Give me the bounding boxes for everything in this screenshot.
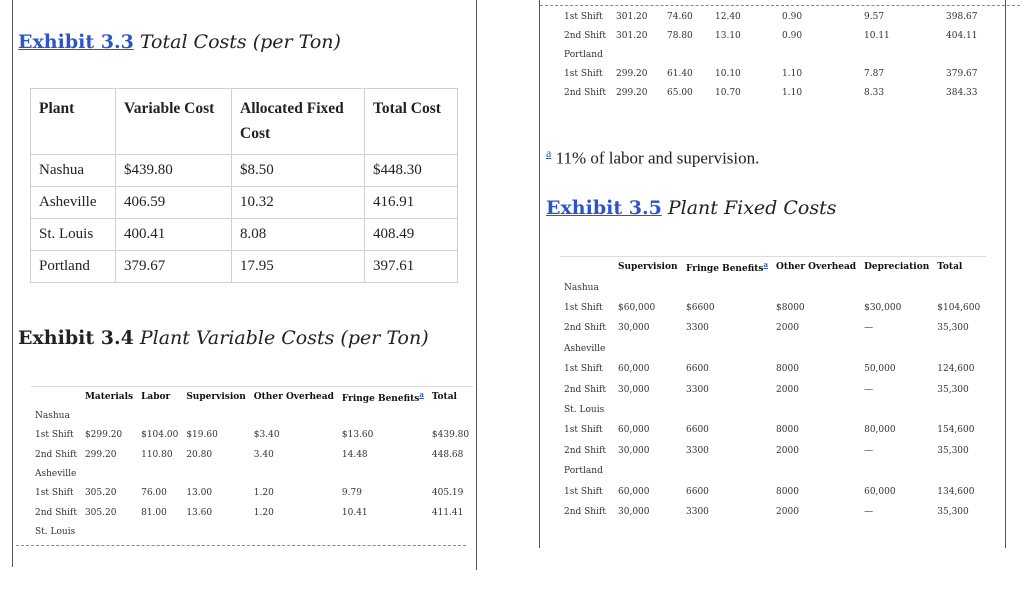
table-cell: 13.10 bbox=[715, 30, 741, 41]
table-row bbox=[560, 441, 986, 461]
table-cell: 411.41 bbox=[431, 507, 464, 518]
table-cell bbox=[338, 522, 428, 541]
table-cell bbox=[860, 400, 933, 420]
table-cell: $6600 bbox=[686, 303, 715, 314]
table-cell bbox=[772, 339, 860, 359]
table-cell: 2nd Shift bbox=[564, 384, 606, 395]
table-cell bbox=[682, 278, 772, 298]
table-cell bbox=[250, 522, 338, 541]
page-break-left bbox=[16, 545, 466, 546]
table-cell bbox=[682, 400, 772, 420]
table-cell: 1.20 bbox=[253, 507, 274, 518]
table-cell: 74.60 bbox=[667, 11, 693, 22]
table-cell: 405.19 bbox=[431, 488, 464, 499]
table-cell: 3300 bbox=[686, 445, 709, 456]
table-cell bbox=[81, 464, 137, 483]
table-cell: 8000 bbox=[776, 364, 799, 375]
column-header: Variable Cost bbox=[116, 89, 232, 155]
table-cell bbox=[772, 400, 860, 420]
table-cell: 299.20 bbox=[84, 449, 117, 460]
group-label-row bbox=[560, 45, 986, 64]
column-header bbox=[560, 257, 614, 278]
table-cell: Nashua bbox=[31, 155, 116, 187]
table-row bbox=[560, 420, 986, 440]
table-row bbox=[31, 187, 458, 219]
table-cell: Nashua bbox=[564, 282, 599, 293]
table-row bbox=[31, 484, 473, 503]
table-cell: 10.41 bbox=[341, 507, 368, 518]
table-cell: 7.87 bbox=[864, 69, 885, 80]
table-cell bbox=[663, 45, 711, 64]
table-cell: 8000 bbox=[776, 486, 799, 497]
table-cell: 35,300 bbox=[937, 323, 969, 334]
table-row bbox=[560, 318, 986, 338]
table-cell: 10.10 bbox=[715, 69, 741, 80]
table-cell: 8.08 bbox=[232, 219, 365, 251]
table-cell: 78.80 bbox=[667, 30, 693, 41]
column-header: Other Overhead bbox=[776, 262, 857, 273]
table-row bbox=[560, 298, 986, 318]
column-header: Plant bbox=[31, 89, 116, 155]
footnote-mark[interactable]: a bbox=[546, 146, 552, 160]
table-cell: 2nd Shift bbox=[35, 449, 77, 460]
table-row bbox=[560, 379, 986, 399]
table-cell: 80,000 bbox=[864, 425, 896, 436]
table-cell bbox=[428, 522, 473, 541]
table-cell: $439.80 bbox=[431, 430, 470, 441]
column-header bbox=[31, 387, 81, 407]
table-cell: 60,000 bbox=[618, 425, 650, 436]
exhibit-3-5-caption: Plant Fixed Costs bbox=[667, 197, 837, 219]
table-cell: 2nd Shift bbox=[564, 30, 606, 41]
table-cell: 1.20 bbox=[253, 488, 274, 499]
table-row bbox=[560, 481, 986, 501]
left-page-border-left bbox=[12, 0, 13, 567]
table-cell: 9.57 bbox=[864, 11, 885, 22]
table-cell bbox=[137, 407, 182, 426]
group-label-row bbox=[31, 522, 473, 541]
table-row bbox=[560, 65, 986, 84]
table-cell: 1.10 bbox=[782, 88, 803, 99]
table-cell: 30,000 bbox=[618, 323, 650, 334]
table-cell: 61.40 bbox=[667, 69, 693, 80]
table-cell: 8000 bbox=[776, 425, 799, 436]
table-row bbox=[31, 445, 473, 464]
table-cell: 3300 bbox=[686, 384, 709, 395]
table-cell: 1st Shift bbox=[564, 11, 603, 22]
table-cell: 6600 bbox=[686, 486, 709, 497]
table-cell bbox=[860, 461, 933, 481]
footnote-text: 11% of labor and supervision. bbox=[555, 148, 760, 168]
table-cell: Nashua bbox=[35, 411, 70, 422]
column-header: Supervision bbox=[618, 262, 678, 273]
table-cell: 301.20 bbox=[616, 30, 648, 41]
table-cell: 76.00 bbox=[141, 488, 167, 499]
table-cell: 408.49 bbox=[365, 219, 458, 251]
table-cell: St. Louis bbox=[564, 405, 605, 416]
table-cell: 13.60 bbox=[186, 507, 213, 518]
table-cell bbox=[772, 461, 860, 481]
column-header bbox=[338, 387, 428, 407]
table-cell: 10.11 bbox=[864, 30, 890, 41]
footnote-link[interactable]: a bbox=[763, 260, 769, 270]
group-label-row bbox=[560, 400, 986, 420]
exhibit-3-3-caption: Total Costs (per Ton) bbox=[139, 31, 341, 53]
table-cell: 2nd Shift bbox=[564, 506, 606, 517]
table-cell: 14.48 bbox=[341, 449, 368, 460]
table-cell: 299.20 bbox=[616, 88, 648, 99]
exhibit-3-4-caption: Plant Variable Costs (per Ton) bbox=[139, 327, 429, 349]
table-cell: 60,000 bbox=[618, 486, 650, 497]
table-cell: 1st Shift bbox=[35, 430, 74, 441]
table-cell: 299.20 bbox=[616, 69, 648, 80]
table-cell bbox=[428, 464, 473, 483]
table-cell: $439.80 bbox=[116, 155, 232, 187]
table-cell: 1st Shift bbox=[564, 425, 603, 436]
table-cell: 30,000 bbox=[618, 506, 650, 517]
table-cell: 404.11 bbox=[946, 30, 978, 41]
table-cell: 3.40 bbox=[253, 449, 274, 460]
table-cell: Asheville bbox=[35, 469, 77, 480]
table-cell: 3300 bbox=[686, 323, 709, 334]
table-cell: Asheville bbox=[31, 187, 116, 219]
table-row bbox=[31, 155, 458, 187]
table-cell bbox=[942, 45, 986, 64]
table-cell: St. Louis bbox=[35, 526, 76, 537]
fringe-benefits-label: Fringe Benefits bbox=[341, 393, 420, 404]
table-cell bbox=[614, 278, 682, 298]
table-cell bbox=[933, 339, 986, 359]
group-label-row bbox=[31, 464, 473, 483]
table-cell bbox=[860, 45, 942, 64]
fringe-benefits-label: Fringe Benefits bbox=[686, 264, 764, 275]
table-cell: 1st Shift bbox=[564, 69, 603, 80]
exhibit-3-5-link[interactable]: Exhibit 3.5 bbox=[546, 197, 662, 219]
table-cell bbox=[614, 400, 682, 420]
footnote-link[interactable]: a bbox=[419, 389, 424, 399]
table-cell: 1st Shift bbox=[564, 303, 603, 314]
exhibit-3-3-heading bbox=[18, 31, 341, 53]
table-cell: 1st Shift bbox=[35, 488, 74, 499]
table-cell: 379.67 bbox=[116, 251, 232, 283]
column-header: Other Overhead bbox=[253, 391, 334, 402]
table-cell: 35,300 bbox=[937, 384, 969, 395]
table-cell bbox=[182, 522, 249, 541]
table-cell: 50,000 bbox=[864, 364, 896, 375]
table-cell bbox=[182, 464, 249, 483]
column-header: Total bbox=[937, 262, 963, 273]
table-cell bbox=[250, 407, 338, 426]
table-cell bbox=[614, 461, 682, 481]
table-cell: 13.00 bbox=[186, 488, 213, 499]
table-cell: 60,000 bbox=[864, 486, 896, 497]
table-cell: 2nd Shift bbox=[564, 445, 606, 456]
table-cell: 35,300 bbox=[937, 445, 969, 456]
table-cell: $8.50 bbox=[232, 155, 365, 187]
table-row bbox=[31, 219, 458, 251]
group-label-row bbox=[560, 278, 986, 298]
table-row bbox=[560, 7, 986, 26]
table-cell: 12.40 bbox=[715, 11, 741, 22]
table-cell: $13.60 bbox=[341, 430, 374, 441]
page-break-right bbox=[540, 5, 1020, 6]
column-header: Total Cost bbox=[365, 89, 458, 155]
table-cell bbox=[778, 45, 860, 64]
group-label-row bbox=[31, 407, 473, 426]
table-cell: 2000 bbox=[776, 445, 799, 456]
table-row bbox=[560, 84, 986, 103]
variable-costs-table bbox=[31, 386, 473, 542]
table-cell bbox=[338, 407, 428, 426]
table-cell: 1st Shift bbox=[564, 486, 603, 497]
table-header-row bbox=[560, 257, 986, 278]
table-cell: 2nd Shift bbox=[564, 88, 606, 99]
table-cell: 134,600 bbox=[937, 486, 975, 497]
table-cell: $30,000 bbox=[864, 303, 902, 314]
table-cell: 2000 bbox=[776, 384, 799, 395]
total-costs-table bbox=[30, 88, 458, 283]
table-cell: $8000 bbox=[776, 303, 805, 314]
table-cell bbox=[250, 464, 338, 483]
column-header: Allocated Fixed Cost bbox=[232, 89, 365, 155]
table-cell: 397.61 bbox=[365, 251, 458, 283]
table-cell bbox=[137, 522, 182, 541]
variable-costs-table-continued bbox=[560, 7, 986, 103]
footnote bbox=[546, 146, 759, 169]
table-cell bbox=[860, 278, 933, 298]
table-cell: 10.70 bbox=[715, 88, 741, 99]
table-cell: 65.00 bbox=[667, 88, 693, 99]
right-page-border-left bbox=[539, 0, 540, 548]
table-cell: 398.67 bbox=[946, 11, 978, 22]
table-cell: St. Louis bbox=[31, 219, 116, 251]
group-label-row bbox=[560, 461, 986, 481]
table-cell bbox=[614, 339, 682, 359]
table-cell bbox=[682, 461, 772, 481]
table-cell: — bbox=[864, 323, 874, 334]
table-cell: 154,600 bbox=[937, 425, 975, 436]
table-cell: $104.00 bbox=[141, 430, 179, 441]
table-cell: 6600 bbox=[686, 364, 709, 375]
table-cell: 305.20 bbox=[84, 488, 117, 499]
exhibit-3-4-heading bbox=[18, 327, 429, 349]
table-cell bbox=[711, 45, 778, 64]
table-row bbox=[31, 426, 473, 445]
table-cell: 1st Shift bbox=[564, 364, 603, 375]
column-header bbox=[682, 257, 772, 278]
table-cell bbox=[933, 400, 986, 420]
table-cell: 81.00 bbox=[141, 507, 167, 518]
table-cell: 10.32 bbox=[232, 187, 365, 219]
table-cell: 406.59 bbox=[116, 187, 232, 219]
table-cell: 124,600 bbox=[937, 364, 975, 375]
table-cell: 416.91 bbox=[365, 187, 458, 219]
table-row bbox=[31, 251, 458, 283]
table-cell: 305.20 bbox=[84, 507, 117, 518]
table-row bbox=[560, 359, 986, 379]
table-cell bbox=[137, 464, 182, 483]
table-cell bbox=[182, 407, 249, 426]
table-header-row bbox=[31, 387, 473, 407]
table-cell: $19.60 bbox=[186, 430, 218, 441]
table-cell: 448.68 bbox=[431, 449, 464, 460]
exhibit-3-3-link[interactable]: Exhibit 3.3 bbox=[18, 31, 134, 53]
table-cell: $299.20 bbox=[84, 430, 123, 441]
table-cell: Portland bbox=[564, 466, 603, 477]
table-cell: $448.30 bbox=[365, 155, 458, 187]
table-cell bbox=[772, 278, 860, 298]
table-cell: 17.95 bbox=[232, 251, 365, 283]
table-cell bbox=[933, 278, 986, 298]
table-cell: 379.67 bbox=[946, 69, 978, 80]
table-cell bbox=[81, 522, 137, 541]
table-cell: $60,000 bbox=[618, 303, 656, 314]
table-cell: — bbox=[864, 445, 874, 456]
group-label-row bbox=[560, 339, 986, 359]
table-cell: 2000 bbox=[776, 506, 799, 517]
table-cell: 1.10 bbox=[782, 69, 803, 80]
table-cell: 110.80 bbox=[141, 449, 173, 460]
column-header: Depreciation bbox=[864, 262, 930, 273]
column-header: Materials bbox=[84, 391, 134, 402]
table-cell: 30,000 bbox=[618, 445, 650, 456]
table-cell: Asheville bbox=[564, 343, 606, 354]
table-cell: 384.33 bbox=[946, 88, 978, 99]
table-row bbox=[560, 502, 986, 522]
table-cell: 6600 bbox=[686, 425, 709, 436]
table-cell: 8.33 bbox=[864, 88, 885, 99]
table-cell: $3.40 bbox=[253, 430, 280, 441]
table-cell: $104,600 bbox=[937, 303, 981, 314]
table-cell: 30,000 bbox=[618, 384, 650, 395]
exhibit-3-4-number: Exhibit 3.4 bbox=[18, 327, 134, 349]
table-cell: 9.79 bbox=[341, 488, 362, 499]
table-cell bbox=[81, 407, 137, 426]
table-header-row bbox=[31, 89, 458, 155]
table-cell: — bbox=[864, 384, 874, 395]
left-page-border-right bbox=[476, 0, 477, 570]
table-cell: 2nd Shift bbox=[35, 507, 77, 518]
table-cell bbox=[860, 339, 933, 359]
table-cell bbox=[428, 407, 473, 426]
table-cell: Portland bbox=[31, 251, 116, 283]
column-header: Labor bbox=[141, 391, 171, 402]
table-cell: 3300 bbox=[686, 506, 709, 517]
table-cell bbox=[612, 45, 663, 64]
table-cell: 0.90 bbox=[782, 11, 803, 22]
exhibit-3-5-heading bbox=[546, 197, 836, 219]
table-cell: 2000 bbox=[776, 323, 799, 334]
column-header: Supervision bbox=[186, 391, 246, 402]
table-cell: 301.20 bbox=[616, 11, 648, 22]
fixed-costs-table bbox=[560, 256, 986, 522]
table-cell: 60,000 bbox=[618, 364, 650, 375]
table-cell bbox=[338, 464, 428, 483]
table-cell: 0.90 bbox=[782, 30, 803, 41]
column-header: Total bbox=[431, 391, 457, 402]
table-cell: — bbox=[864, 506, 874, 517]
table-cell bbox=[682, 339, 772, 359]
table-cell bbox=[933, 461, 986, 481]
table-cell: 20.80 bbox=[186, 449, 213, 460]
table-row bbox=[560, 26, 986, 45]
table-row bbox=[31, 503, 473, 522]
table-cell: 35,300 bbox=[937, 506, 969, 517]
table-cell: Portland bbox=[564, 49, 603, 60]
right-page-border-right bbox=[1005, 0, 1006, 548]
table-cell: 400.41 bbox=[116, 219, 232, 251]
table-cell: 2nd Shift bbox=[564, 323, 606, 334]
